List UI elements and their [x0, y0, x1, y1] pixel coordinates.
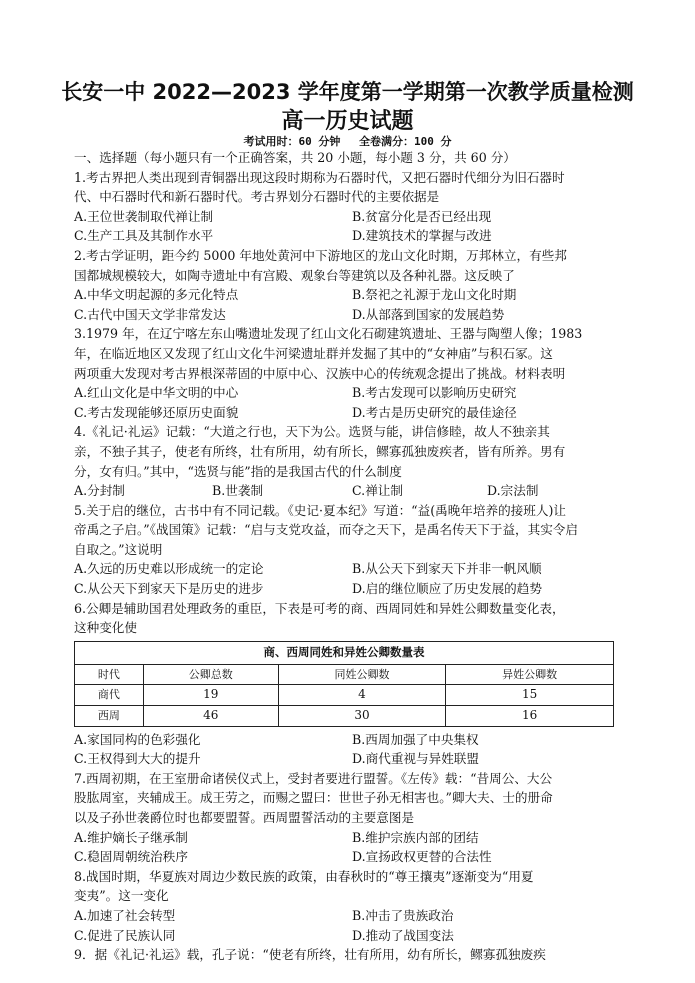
table-header: 同姓公卿数 — [278, 664, 446, 685]
option-d: D.宗法制 — [487, 483, 539, 499]
question-stem-line: 自取之。”这说明 — [74, 541, 163, 557]
question-stem-line: 这种变化使 — [74, 620, 137, 636]
table-cell: 46 — [143, 706, 278, 727]
option-a: A.分封制 — [74, 483, 125, 499]
question-5 — [74, 501, 624, 599]
exam-title: 长安一中 2022—2023 学年度第一学期第一次教学质量检测 — [61, 80, 634, 104]
option-c: C.生产工具及其制作水平 — [74, 228, 214, 244]
question-stem-line: 4.《礼记·礼运》记载：“大道之行也，天下为公。选贤与能，讲信修睦，故人不独亲其 — [74, 424, 550, 440]
question-6 — [74, 599, 624, 769]
option-c: C.促进了民族认同 — [74, 927, 176, 943]
table-header: 时代 — [75, 664, 144, 685]
option-a: A.家国同构的色彩强化 — [74, 731, 201, 747]
option-c: C.考古发现能够还原历史面貌 — [74, 404, 239, 420]
question-stem-line: 国都城规模较大，如陶寺遗址中有宫殿、观象台等建筑以及各种礼器。这反映了 — [74, 267, 515, 283]
question-8 — [74, 867, 624, 945]
option-a: A.加速了社会转型 — [74, 907, 176, 923]
questions-body — [74, 148, 624, 965]
table-cell: 19 — [143, 685, 278, 706]
table-cell: 15 — [446, 685, 614, 706]
option-d: D.推动了战国变法 — [352, 927, 454, 943]
question-stem-line: 2.考古学证明，距今约 5000 年地处黄河中下游地区的龙山文化时期，万邦林立，有些邦 — [74, 247, 567, 263]
option-a: A.维护嫡长子继承制 — [74, 829, 188, 845]
option-c: C.从公天下到家天下是历史的进步 — [74, 581, 264, 597]
table-row — [75, 706, 614, 727]
table-header: 异姓公卿数 — [446, 664, 614, 685]
question-4 — [74, 422, 624, 500]
question-stem-line: 9．据《礼记·礼运》载，孔子说：“使老有所终，壮有所用，幼有所长，鳏寡孤独废疾 — [74, 947, 546, 963]
option-b: B.西周加强了中央集权 — [352, 731, 479, 747]
question-stem-line: 帝禹之子启。”《战国策》记载：“启与支党攻益，而夺之天下，是禹名传天下于益，其实令启 — [74, 522, 579, 538]
option-d: D.启的继位顺应了历史发展的趋势 — [352, 581, 542, 597]
question-stem-line: 3.1979 年，在辽宁喀左东山嘴遗址发现了红山文化石砌建筑遗址、王器与陶塑人像；1983 — [74, 326, 583, 342]
option-d: D.从部落到国家的发展趋势 — [352, 306, 505, 322]
exam-meta — [0, 133, 695, 149]
option-b: B.冲击了贵族政治 — [352, 907, 454, 923]
option-b: B.贫富分化是否已经出现 — [352, 208, 492, 224]
question-1 — [74, 168, 624, 246]
option-c: C.稳固周朝统治秩序 — [74, 849, 188, 865]
option-b: B.从公天下到家天下并非一帆风顺 — [352, 561, 542, 577]
table-caption: 商、西周同姓和异姓公卿数量表 — [75, 641, 614, 664]
question-3 — [74, 324, 624, 422]
table-header-row — [75, 664, 614, 685]
question-stem-line: 代、中石器时代和新石器时代。考古界划分石器时代的主要依据是 — [74, 189, 440, 205]
table-cell: 4 — [278, 685, 446, 706]
question-stem-line: 6.公卿是辅助国君处理政务的重臣，下表是可考的商、西周同姓和异姓公卿数量变化表， — [74, 600, 565, 616]
question-stem-line: 以及子孙世袭爵位时也都要盟誓。西周盟誓活动的主要意图是 — [74, 810, 415, 825]
exam-time: 考试用时：60 分钟 — [243, 135, 341, 148]
table-cell: 西周 — [75, 706, 144, 727]
question-7 — [74, 769, 624, 867]
option-c: C.古代中国天文学非常发达 — [74, 306, 226, 322]
question-stem-line: 两项重大发现对考古界根深蒂固的中原中心、汉族中心的传统观念提出了挑战。材料表明 — [74, 365, 566, 381]
question-9 — [74, 945, 624, 965]
data-table — [74, 641, 614, 727]
option-d: D.考古是历史研究的最佳途径 — [352, 404, 517, 420]
question-stem-line: 1.考古界把人类出现到青铜器出现这段时期称为石器时代，又把石器时代细分为旧石器时 — [74, 169, 565, 185]
option-d: D.建筑技术的掌握与改进 — [352, 228, 492, 244]
question-stem-line: 8.战国时期，华夏族对周边少数民族的政策，由春秋时的“尊王攘夷”逐渐变为“用夏 — [74, 868, 534, 884]
option-c: C.王权得到大大的提升 — [74, 751, 201, 767]
table-header: 公卿总数 — [143, 664, 278, 685]
question-2 — [74, 246, 624, 324]
full-score: 全卷满分：100 分 — [359, 135, 452, 148]
option-d: D.商代重视与异姓联盟 — [352, 751, 479, 767]
question-stem-line: 亲，不独子其子，使老有所终，壮有所用，幼有所长，鳏寡孤独废疾者，皆有所养。男有 — [74, 443, 566, 459]
option-b: B.维护宗族内部的团结 — [352, 829, 479, 845]
question-stem-line: 分，女有归。”其中，“选贤与能”指的是我国古代的什么制度 — [74, 463, 402, 479]
table-row — [75, 685, 614, 706]
option-a: A.久远的历史难以形成统一的定论 — [74, 561, 264, 577]
option-a: A.中华文明起源的多元化特点 — [74, 287, 239, 303]
option-a: A.红山文化是中华文明的中心 — [74, 385, 239, 401]
option-a: A.王位世袭制取代禅让制 — [74, 208, 214, 224]
question-stem-line: 年，在临近地区又发现了红山文化牛河梁遗址群并发掘了其中的“女神庙”与积石冢。这 — [74, 345, 553, 361]
question-stem-line: 股肱周室，夹辅成王。成王劳之，而赐之盟曰：世世子孙无相害也。”卿大夫、士的册命 — [74, 790, 553, 806]
option-c: C.禅让制 — [352, 483, 403, 499]
exam-subtitle: 高一历史试题 — [281, 109, 414, 134]
option-b: B.考古发现可以影响历史研究 — [352, 385, 517, 401]
option-d: D.宣扬政权更替的合法性 — [352, 849, 492, 865]
table-cell: 16 — [446, 706, 614, 727]
question-stem-line: 变夷”。这一变化 — [74, 888, 169, 904]
table-cell: 30 — [278, 706, 446, 727]
option-b: B.祭祀之礼源于龙山文化时期 — [352, 287, 517, 303]
question-stem-line: 5.关于启的继位，古书中有不同记载。《史记·夏本纪》写道：“益(禹晚年培养的接班人)让 — [74, 502, 566, 518]
table-cell: 商代 — [75, 685, 144, 706]
option-b: B.世袭制 — [212, 483, 264, 499]
question-stem-line: 7.西周初期，在王室册命诸侯仪式上，受封者要进行盟誓。《左传》载：“昔周公、大公 — [74, 770, 553, 786]
section-heading: 一、选择题（每小题只有一个正确答案，共 20 小题，每小题 3 分，共 60 分） — [74, 150, 516, 165]
